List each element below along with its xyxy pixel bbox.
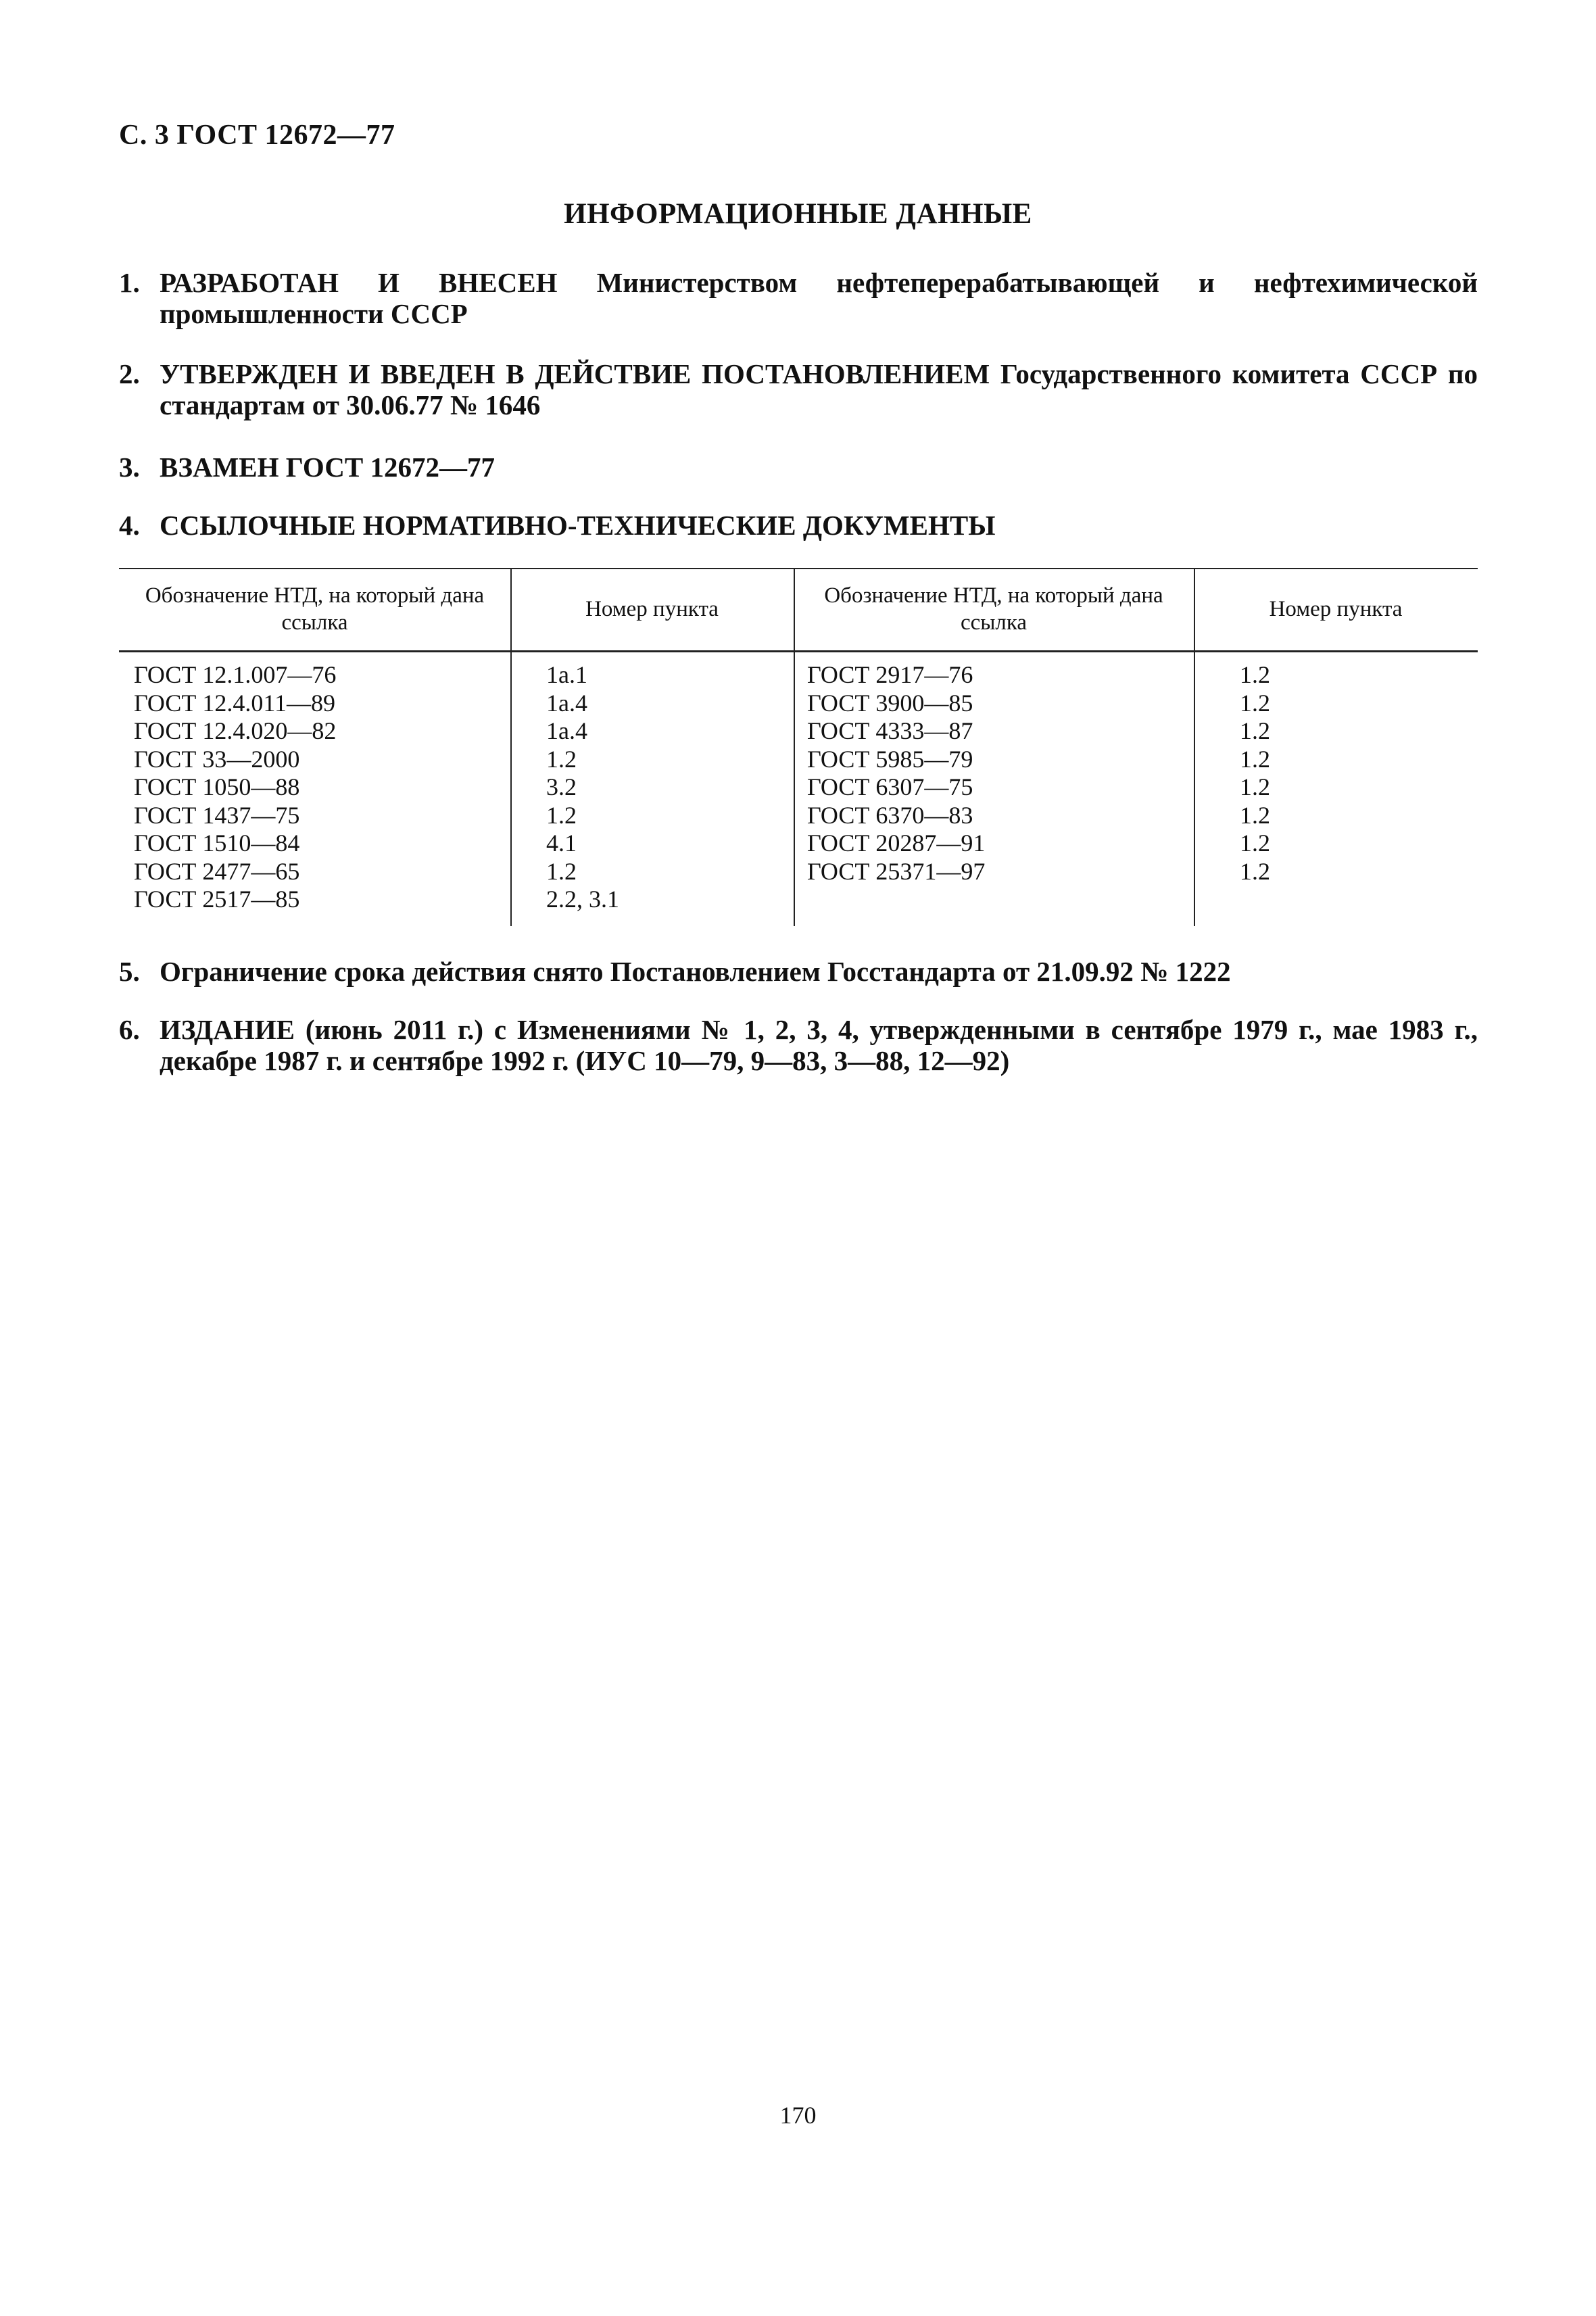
table-cell-doc: ГОСТ 33—2000 xyxy=(134,745,300,773)
table-cell-point: 1а.1 xyxy=(546,661,587,688)
item-text: ИЗДАНИЕ (июнь 2011 г.) с Изменениями № 1, 2, 3, 4, утвержденными в сентябре 1979 г., мае 1983 г., декабре 1987 г. и сентябре 1992 г. (ИУС 10—79, 9—83, 3—88, 12—92) xyxy=(160,1014,1478,1076)
info-item-edition xyxy=(119,1014,1478,1076)
table-cell-point: 4.1 xyxy=(546,829,577,857)
reference-table xyxy=(119,568,1478,926)
item-text: УТВЕРЖДЕН И ВВЕДЕН В ДЕЙСТВИЕ ПОСТАНОВЛЕНИЕМ Государственного комитета СССР по стандартам от 30.06.77 № 1646 xyxy=(160,358,1478,420)
document-title: ИНФОРМАЦИОННЫЕ ДАННЫЕ xyxy=(564,198,1032,230)
item-number: 4. xyxy=(119,510,140,541)
table-cell-point: 1.2 xyxy=(546,801,577,829)
info-item-references xyxy=(119,510,1478,541)
table-cell-point: 1.2 xyxy=(546,745,577,773)
header-cell-right-doc: Обозначение НТД, на который дана ссылка xyxy=(824,583,1163,635)
item-text: РАЗРАБОТАН И ВНЕСЕН Министерством нефтеперерабатывающей и нефтехимической промышленности СССР xyxy=(160,267,1478,329)
table-cell-doc: ГОСТ 12.4.011—89 xyxy=(134,689,336,717)
table-cell-doc: ГОСТ 3900—85 xyxy=(807,689,973,717)
left-doc-column xyxy=(134,661,336,914)
item-text: ССЫЛОЧНЫЕ НОРМАТИВНО-ТЕХНИЧЕСКИЕ ДОКУМЕНТЫ xyxy=(160,510,996,541)
table-cell-point: 1.2 xyxy=(1240,745,1270,773)
right-point-column xyxy=(1240,661,1270,886)
table-cell-doc: ГОСТ 1437—75 xyxy=(134,801,300,829)
table-cell-doc: ГОСТ 6307—75 xyxy=(807,773,973,800)
table-cell-doc: ГОСТ 25371—97 xyxy=(807,857,986,885)
info-item-approved xyxy=(119,358,1478,420)
table-cell-doc: ГОСТ 2917—76 xyxy=(807,661,973,688)
table-cell-doc: ГОСТ 2477—65 xyxy=(134,857,300,885)
table-cell-doc: ГОСТ 12.1.007—76 xyxy=(134,661,337,688)
item-number: 2. xyxy=(119,358,140,389)
table-cell-point: 1.2 xyxy=(1240,801,1270,829)
info-item-replaces xyxy=(119,452,1478,483)
table-cell-point: 1.2 xyxy=(1240,717,1270,744)
table-cell-doc: ГОСТ 4333—87 xyxy=(807,717,973,744)
table-cell-point: 1.2 xyxy=(546,857,577,885)
table-cell-point: 1.2 xyxy=(1240,773,1270,800)
item-text: Ограничение срока действия снято Постановлением Госстандарта от 21.09.92 № 1222 xyxy=(160,956,1231,987)
left-point-column xyxy=(546,661,619,914)
table-cell-doc: ГОСТ 1510—84 xyxy=(134,829,300,857)
table-cell-point: 1а.4 xyxy=(546,717,587,744)
info-item-limit-removed xyxy=(119,956,1478,987)
item-number: 1. xyxy=(119,267,140,298)
header-cell-right-point: Номер пункта xyxy=(1269,597,1403,621)
table-cell-doc: ГОСТ 5985—79 xyxy=(807,745,973,773)
table-cell-point: 3.2 xyxy=(546,773,577,800)
right-doc-column xyxy=(807,661,985,886)
header-cell-left-doc: Обозначение НТД, на который дана ссылка xyxy=(145,583,485,635)
table-cell-point: 1.2 xyxy=(1240,689,1270,717)
table-cell-doc: ГОСТ 1050—88 xyxy=(134,773,300,800)
table-cell-doc: ГОСТ 20287—91 xyxy=(807,829,986,857)
item-number: 6. xyxy=(119,1014,140,1045)
table-cell-doc: ГОСТ 6370—83 xyxy=(807,801,973,829)
table-cell-point: 1.2 xyxy=(1240,829,1270,857)
item-number: 3. xyxy=(119,452,140,483)
page-number: 170 xyxy=(779,2102,817,2129)
table-cell-doc: ГОСТ 12.4.020—82 xyxy=(134,717,337,744)
table-cell-point: 2.2, 3.1 xyxy=(546,886,619,913)
item-text: ВЗАМЕН ГОСТ 12672—77 xyxy=(160,452,495,483)
table-cell-point: 1.2 xyxy=(1240,661,1270,688)
info-item-developed xyxy=(119,267,1478,329)
item-number: 5. xyxy=(119,956,140,987)
page-header: С. 3 ГОСТ 12672—77 xyxy=(119,120,395,151)
table-cell-point: 1а.4 xyxy=(546,689,587,717)
table-cell-point: 1.2 xyxy=(1240,857,1270,885)
table-header-rule xyxy=(119,650,1478,652)
header-cell-left-point: Номер пункта xyxy=(585,597,719,621)
table-cell-doc: ГОСТ 2517—85 xyxy=(134,886,300,913)
